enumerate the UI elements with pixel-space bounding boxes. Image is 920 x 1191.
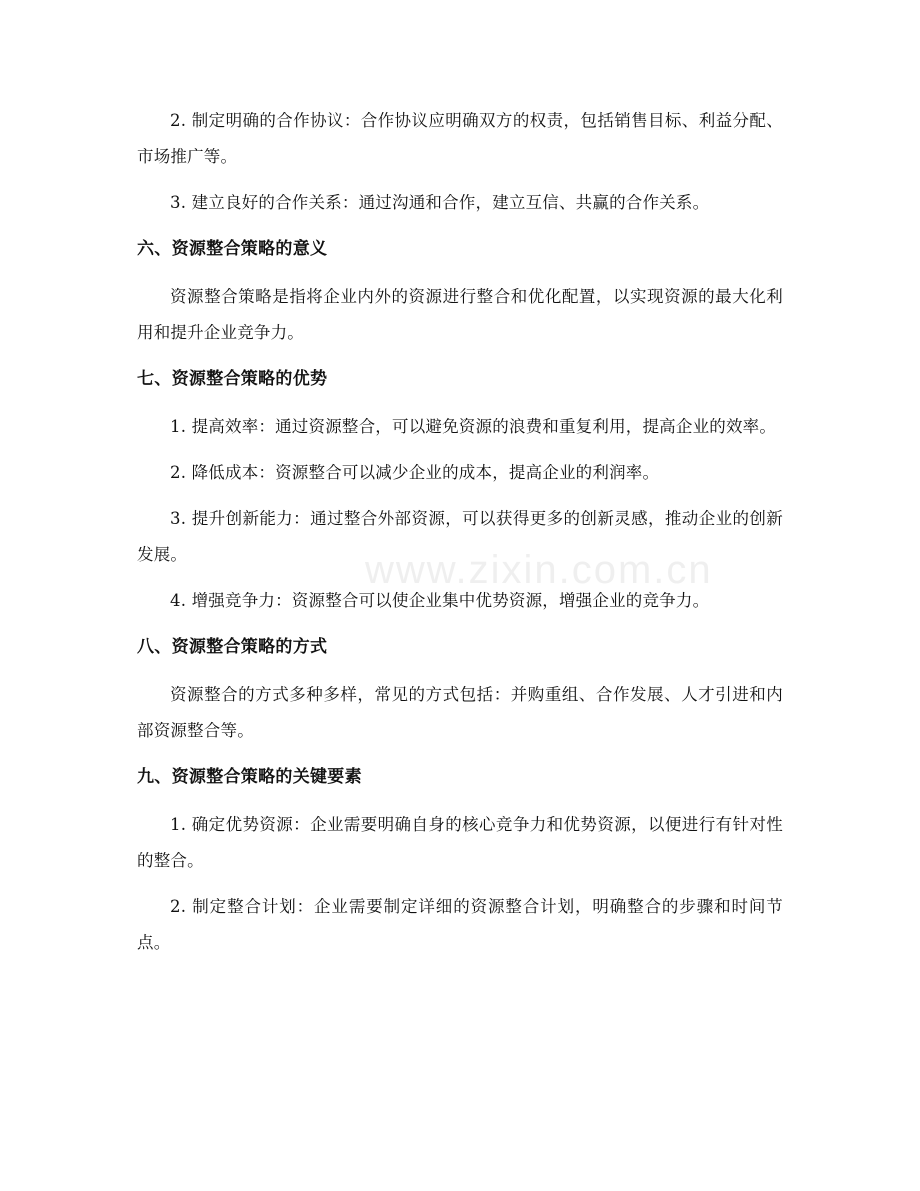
paragraph-advantage-competitiveness: 4. 增强竞争力：资源整合可以使企业集中优势资源，增强企业的竞争力。 — [170, 591, 710, 610]
paragraph-advantage-efficiency: 1. 提高效率：通过资源整合，可以避免资源的浪费和重复利用，提高企业的效率。 — [170, 417, 777, 436]
watermark-text: www.zixin.com.cn — [365, 548, 713, 592]
paragraph-key-element-resources: 1. 确定优势资源：企业需要明确自身的核心竞争力和优势资源，以便进行有针对性的整合。 — [137, 815, 783, 870]
section-heading-advantages: 七、资源整合策略的优势 — [137, 369, 328, 389]
paragraph-advantage-innovation: 3. 提升创新能力：通过整合外部资源，可以获得更多的创新灵感，推动企业的创新发展。 — [137, 509, 783, 564]
paragraph-cooperation-relationship: 3. 建立良好的合作关系：通过沟通和合作，建立互信、共赢的合作关系。 — [170, 193, 710, 212]
paragraph-advantage-cost: 2. 降低成本：资源整合可以减少企业的成本，提高企业的利润率。 — [170, 463, 660, 482]
paragraph-key-element-plan: 2. 制定整合计划：企业需要制定详细的资源整合计划，明确整合的步骤和时间节点。 — [137, 897, 783, 952]
paragraph-significance: 资源整合策略是指将企业内外的资源进行整合和优化配置，以实现资源的最大化利用和提升企业竞争力。 — [137, 287, 783, 342]
paragraph-cooperation-agreement: 2. 制定明确的合作协议：合作协议应明确双方的权责，包括销售目标、利益分配、市场推广等。 — [137, 111, 783, 166]
section-heading-methods: 八、资源整合策略的方式 — [137, 637, 328, 657]
paragraph-methods: 资源整合的方式多种多样，常见的方式包括：并购重组、合作发展、人才引进和内部资源整合等。 — [137, 685, 783, 740]
section-heading-significance: 六、资源整合策略的意义 — [137, 239, 328, 259]
document-body — [137, 103, 783, 971]
section-heading-key-elements: 九、资源整合策略的关键要素 — [137, 767, 362, 787]
